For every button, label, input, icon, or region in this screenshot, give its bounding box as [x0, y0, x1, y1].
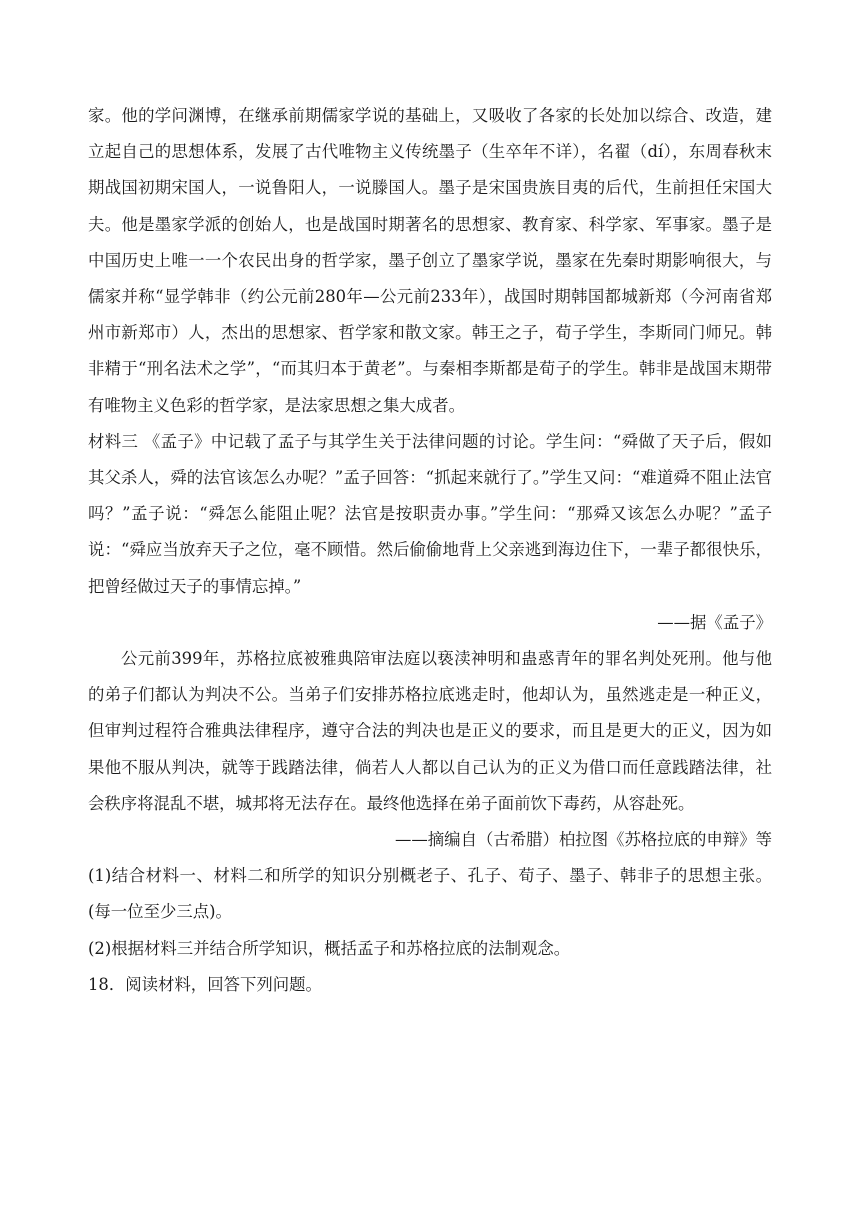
question-2: (2)根据材料三并结合所学知识，概括孟子和苏格拉底的法制观念。: [88, 938, 571, 958]
source-plato: ——摘编自（古希腊）柏拉图《苏格拉底的申辩》等: [395, 830, 772, 850]
paragraph-material-three: 材料三 《孟子》中记载了孟子与其学生关于法律问题的讨论。学生问：“舜做了天子后，假如其父杀人，舜的法官该怎么办呢？”孟子回答：“抓起来就行了。”学生又问：“难道舜不阻止法官吗？”孟子说：“舜怎么能阻止呢？法官是按职责办事。”学生问：“那舜又该怎么办呢？”孟子说：“舜应当放弃天子之位，毫不顾惜。然后偷偷地背上父亲逃到海边住下，一辈子都很快乐，把曾经做过天子的事情忘掉。”: [88, 431, 772, 596]
question-18: 18．阅读材料，回答下列问题。: [88, 974, 322, 994]
document-body: [88, 98, 772, 1003]
paragraph-material-two: 家。他的学问渊博，在继承前期儒家学说的基础上，又吸收了各家的长处加以综合、改造，建立起自己的思想体系，发展了古代唯物主义传统墨子（生卒年不详），名翟（dí），东周春秋末期战国初期宋国人，一说鲁阳人，一说滕国人。墨子是宋国贵族目夷的后代，生前担任宋国大夫。他是墨家学派的创始人，也是战国时期著名的思想家、教育家、科学家、军事家。墨子是中国历史上唯一一个农民出身的哲学家，墨子创立了墨家学说，墨家在先秦时期影响很大，与儒家并称“显学韩非（约公元前280年—公元前233年），战国时期韩国都城新郑（今河南省郑州市新郑市）人，杰出的思想家、哲学家和散文家。韩王之子，荀子学生，李斯同门师兄。韩非精于“刑名法术之学”，“而其归本于黄老”。与秦相李斯都是荀子的学生。韩非是战国末期带有唯物主义色彩的哲学家，是法家思想之集大成者。: [88, 106, 772, 415]
question-1: (1)结合材料一、材料二和所学的知识分别概老子、孔子、荀子、墨子、韩非子的思想主张。(每一位至少三点)。: [88, 866, 772, 922]
paragraph-socrates: 公元前399年，苏格拉底被雅典陪审法庭以亵渎神明和蛊惑青年的罪名判处死刑。他与他的弟子们都认为判决不公。当弟子们安排苏格拉底逃走时，他却认为，虽然逃走是一种正义，但审判过程符合雅典法律程序，遵守合法的判决也是正义的要求，而且是更大的正义，因为如果他不服从判决，就等于践踏法律，倘若人人都以自己认为的正义为借口而任意践踏法律，社会秩序将混乱不堪，城邦将无法存在。最终他选择在弟子面前饮下毒药，从容赴死。: [88, 649, 772, 813]
source-mencius: ——据《孟子》: [657, 612, 772, 632]
